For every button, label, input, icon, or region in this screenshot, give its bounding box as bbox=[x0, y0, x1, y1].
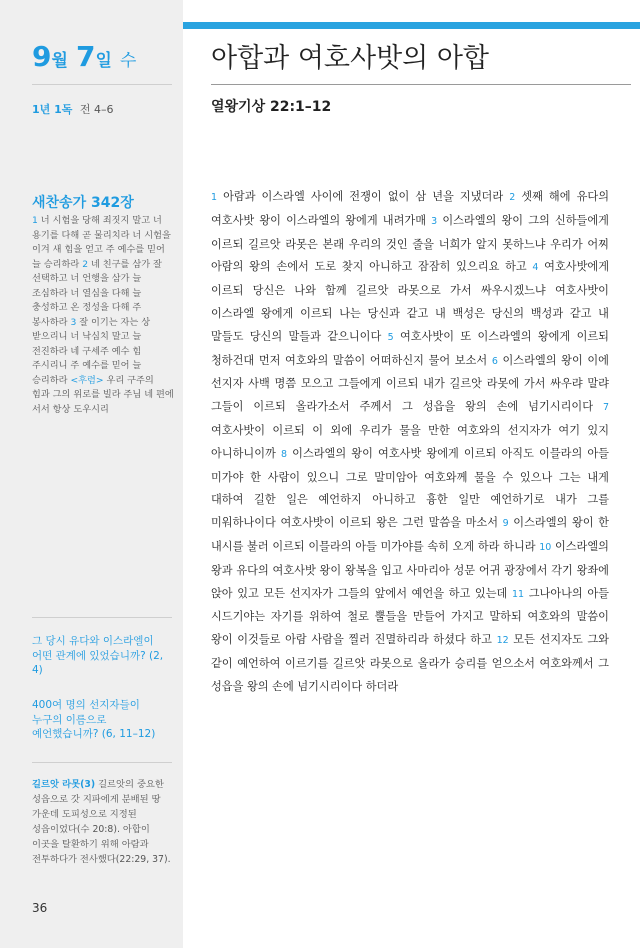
verse-number: 1 bbox=[211, 192, 218, 203]
verse-number: 12 bbox=[496, 635, 509, 647]
sidebar-divider bbox=[32, 762, 172, 763]
hymn-title: 새찬송가 342장 bbox=[32, 195, 134, 211]
hymn-lyrics bbox=[32, 214, 174, 417]
date-heading bbox=[32, 40, 136, 73]
verse-number: 4 bbox=[532, 262, 539, 274]
verse-number: 6 bbox=[491, 355, 498, 367]
verse-text: 여호사밧이 이르되 이 외에 우리가 물을 만한 여호와의 선지자가 여기 있지 아니하니이까 bbox=[211, 423, 609, 460]
hymn-verse-text: 잘 이기는 자는 상 받으리니 너 낙심치 말고 늘 전진하라 네 구세주 예수 힘 주시리니 주 예수를 믿어 늘 승리하라 bbox=[32, 316, 151, 386]
verse-text: 그나아나의 아들 시드기야는 자기를 위하여 철로 뿔들을 만들어 가지고 말하되 여호와의 말씀이 왕이 이것들로 아람 사람을 찔러 진멸하리라 하셨다 하고 bbox=[211, 586, 609, 647]
verse-number: 11 bbox=[511, 588, 525, 600]
verse-text: 이스라엘의 왕이 여호사밧 왕에게 이르되 아직도 이믈라의 아들 미가야 한 사람이 있으니 그로 말미암아 여호와께 물을 수 있으나 그는 내게 대하여 길한 일은 예언하지 아니하고 흉한 일만 예언하기로 내가 그를 미워하나이다 여호사밧이 이르되 왕은 그런 말씀을 마소서 bbox=[211, 446, 609, 530]
footnote bbox=[32, 777, 174, 867]
sidebar-divider bbox=[32, 617, 172, 618]
verse-text: 이스라엘의 왕과 유다의 여호사밧 왕이 왕복을 입고 사마리아 성문 어귀 광장에서 각기 왕좌에 앉아 있고 모든 선지자가 그들의 앞에서 예언을 하고 있는데 bbox=[211, 539, 609, 600]
sidebar-divider bbox=[32, 84, 172, 85]
date-month: 9 bbox=[32, 40, 52, 73]
footnote-text: 길르앗의 중요한 성읍으로 갓 지파에게 분배된 땅 가운데 도피성으로 지정된 성읍이었다(수 20:8). 아합이 이곳을 탈환하기 위해 아람과 전투하다가 전사했다(22:29, 37). bbox=[32, 779, 171, 865]
verse-text: 이스라엘의 왕이 이에 선지자 사백 명쯤 모으고 그들에게 이르되 내가 길르앗 라못에 가서 싸우랴 말랴 그들이 이르되 올라가소서 주께서 그 성읍을 왕의 손에 넘기시리이다 bbox=[211, 353, 609, 414]
top-accent-rule bbox=[183, 22, 640, 29]
scripture-passage bbox=[211, 186, 609, 699]
verse-text: 여호사밧이 또 이스라엘의 왕에게 이르되 청하건대 먼저 여호와의 말씀이 어떠하신지 물어 보소서 bbox=[211, 329, 609, 367]
verse-text: 여호사밧에게 이르되 당신은 나와 함께 길르앗 라못으로 가서 싸우시겠느냐 여호사밧이 이스라엘 왕에게 이르되 나는 당신과 같고 내 백성은 당신의 백성과 같고 내 말들도 당신의 말들과 같으니이다 bbox=[211, 260, 610, 343]
hymn-verse-text: 네 친구를 삼가 잘 선택하고 너 언행을 삼가 늘 조심하라 너 열심을 다해 늘 충성하고 온 정성을 다해 주 봉사하라 bbox=[32, 258, 162, 328]
hymn-verse-number: 1 bbox=[32, 215, 38, 226]
hymn-chorus-text: 우리 구주의 힘과 그의 위로를 빌라 주님 네 편에 서서 항상 도우시리 bbox=[32, 374, 174, 415]
date-day: 7 bbox=[76, 40, 96, 73]
verse-number: 5 bbox=[387, 331, 394, 343]
hymn-verse-number: 2 bbox=[82, 258, 89, 270]
hymn-chorus-label: <후렴> bbox=[70, 374, 104, 386]
verse-number: 8 bbox=[280, 448, 288, 460]
reading-plan-range: 전 4–6 bbox=[79, 103, 114, 116]
question-1: 그 당시 유다와 이스라엘이 어떤 관계에 있었습니까? (2, 4) bbox=[32, 635, 164, 676]
page-number: 36 bbox=[32, 901, 48, 915]
verse-number: 10 bbox=[539, 541, 552, 553]
verse-text: 이스라엘의 왕이 한 내시를 불러 이르되 이믈라의 아들 미가야를 속히 오게 하라 하니라 bbox=[211, 516, 609, 553]
verse-text: 이스라엘의 왕이 그의 신하들에게 이르되 길르앗 라못은 본래 우리의 것인 줄을 너희가 알지 못하느냐 우리가 어찌 아람의 왕의 손에서 도로 찾지 아니하고 잠잠히 있으리요 하고 bbox=[211, 213, 609, 274]
question-2: 400여 명의 선지자들이 누구의 이름으로 예언했습니까? (6, 11–12) bbox=[32, 699, 156, 740]
title-divider bbox=[211, 84, 631, 85]
verse-text: 모든 선지자도 그와 같이 예언하여 이르기를 길르앗 라못으로 올라가 승리를 얻으소서 여호와께서 그 성읍을 왕의 손에 넘기시리이다 하더라 bbox=[211, 633, 609, 693]
verse-number: 9 bbox=[502, 518, 509, 530]
verse-text: 아람과 이스라엘 사이에 전쟁이 없이 삼 년을 지냈더라 bbox=[223, 190, 504, 203]
footnote-term: 길르앗 라못(3) bbox=[32, 779, 96, 790]
hymn-verse-text: 너 시험을 당해 죄짓지 말고 너 용기를 다해 곧 물리치라 너 시험을 이겨 새 힘을 얻고 주 예수를 믿어 늘 승리하라 bbox=[32, 215, 171, 270]
passage-reference: 열왕기상 22:1–12 bbox=[211, 99, 332, 115]
reading-plan-label: 1년 1독 bbox=[32, 103, 73, 116]
verse-number: 3 bbox=[431, 215, 438, 227]
verse-text: 셋째 해에 유다의 여호사밧 왕이 이스라엘의 왕에게 내려가매 bbox=[211, 190, 610, 227]
date-weekday: 수 bbox=[120, 51, 137, 71]
verse-number: 2 bbox=[509, 192, 516, 203]
verse-number: 7 bbox=[602, 402, 609, 414]
date-month-unit: 월 bbox=[51, 51, 68, 71]
page-title: 아합과 여호사밧의 아합 bbox=[211, 43, 489, 74]
hymn-verse-number: 3 bbox=[70, 316, 77, 328]
date-day-unit: 일 bbox=[95, 51, 112, 71]
reading-plan bbox=[32, 101, 114, 117]
